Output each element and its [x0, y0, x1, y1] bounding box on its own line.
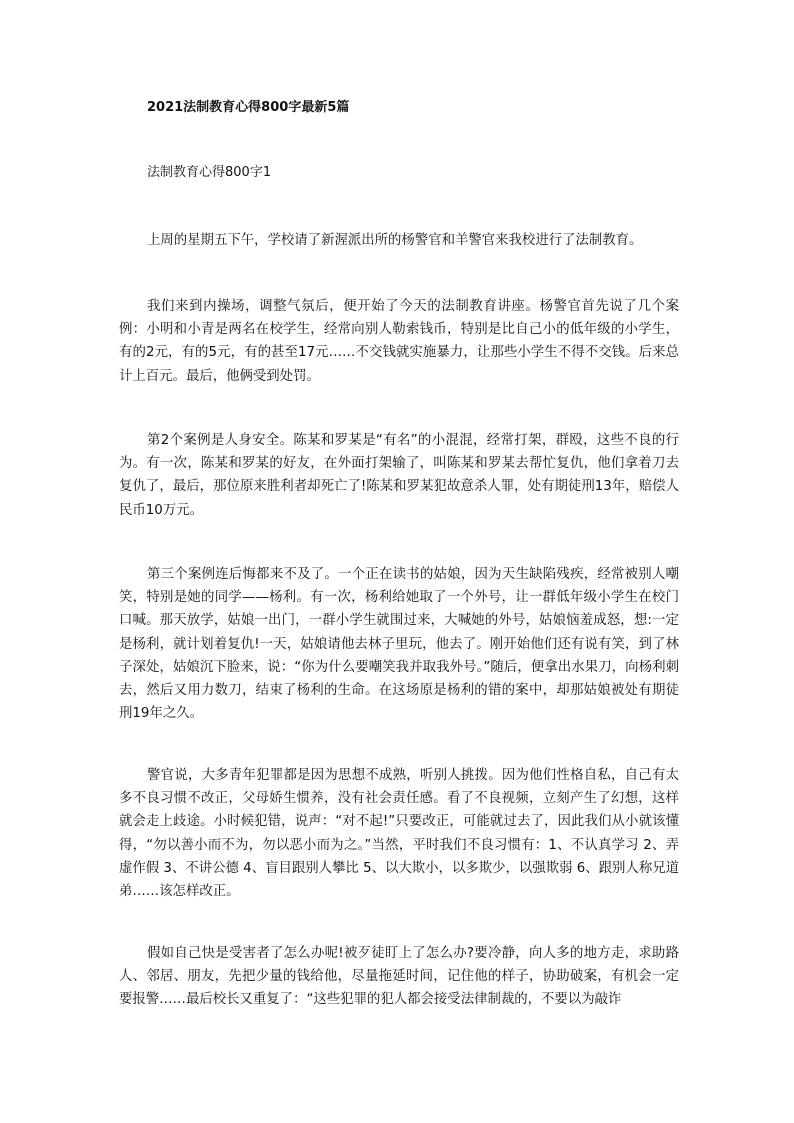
document-title: 2021法制教育心得800字最新5篇: [147, 100, 350, 115]
paragraph-2: 我们来到内操场，调整气氛后，便开始了今天的法制教育讲座。杨警官首先说了几个案例：小明和小青是两名在校学生，经常向别人勒索钱币，特别是比自己小的低年级的小学生，有的2元，有的5元，有的甚至17元……不交钱就实施暴力，让那些小学生不得不交钱。后来总计上百元。最后，他俩受到处罚。: [119, 299, 679, 384]
paragraph-1: 上周的星期五下午，学校请了新渥派出所的杨警官和羊警官来我校进行了法制教育。: [147, 233, 643, 248]
paragraph-6: 假如自己快是受害者了怎么办呢!被歹徒盯上了怎么办?要冷静，向人多的地方走，求助路人、邻居、朋友，先把少量的钱给他，尽量拖延时间，记住他的样子，协助破案，有机会一定要报警……最后校长又重复了：“这些犯罪的犯人都会接受法律制裁的，不要以为敲诈: [119, 946, 679, 1008]
section-heading: 法制教育心得800字1: [147, 165, 272, 180]
paragraph-3: 第2个案例是人身安全。陈某和罗某是“有名”的小混混，经常打架，群殴，这些不良的行为。有一次，陈某和罗某的好友，在外面打架输了，叫陈某和罗某去帮忙复仇，他们拿着刀去复仇了，最后，那位原来胜利者却死亡了!陈某和罗某犯故意杀人罪，处有期徒刑13年，赔偿人民币10万元。: [119, 433, 679, 518]
paragraph-5: 警官说，大多青年犯罪都是因为思想不成熟，听别人挑拨。因为他们性格自私，自己有太多不良习惯不改正，父母娇生惯养，没有社会责任感。看了不良视频，立刻产生了幻想，这样就会走上歧途。小时候犯错，说声：“对不起!”只要改正，可能就过去了，因此我们从小就该懂得，“勿以善小而不为，勿以恶小而为之。”当然，平时我们不良习惯有：1、不认真学习 2、弄虚作假 3、不讲公德 4、盲目跟别人攀比 5、以大欺小，以多欺少，以强欺弱 6、跟别人称兄道弟……该怎样改正。: [119, 768, 679, 900]
paragraph-4: 第三个案例连后悔都来不及了。一个正在读书的姑娘，因为天生缺陷残疾，经常被别人嘲笑，特别是她的同学——杨利。有一次，杨利给她取了一个外号，让一群低年级小学生在校门口喊。那天放学，姑娘一出门，一群小学生就围过来，大喊她的外号，姑娘恼羞成怒，想:一定是杨利，就计划着复仇!一天，姑娘请他去林子里玩，他去了。刚开始他们还有说有笑，到了林子深处，姑娘沉下脸来，说：“你为什么要嘲笑我并取我外号。”随后，便拿出水果刀，向杨利刺去，然后又用力数刀，结束了杨利的生命。在这场原是杨利的错的案中，却那姑娘被处有期徒刑19年之久。: [119, 567, 679, 722]
